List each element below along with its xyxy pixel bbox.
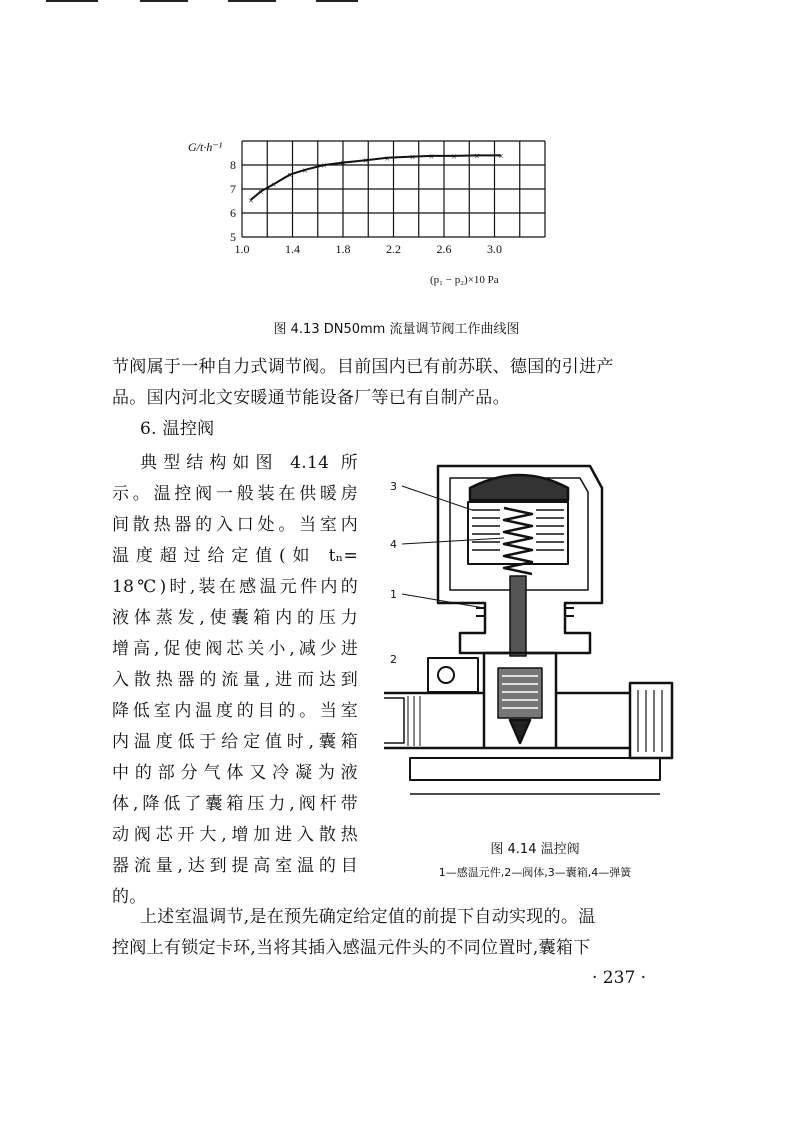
x-tick-label: 2.6 bbox=[436, 242, 452, 256]
data-point: × bbox=[474, 151, 480, 163]
data-point: × bbox=[497, 151, 504, 163]
data-point: × bbox=[451, 151, 457, 163]
top-rule bbox=[228, 0, 276, 2]
text-line: 内温度低于给定值时,囊箱 bbox=[112, 732, 358, 752]
callout-1: 1 bbox=[390, 588, 397, 601]
text-line: 18℃)时,装在感温元件内的 bbox=[112, 577, 358, 597]
page-number: · 237 · bbox=[592, 968, 647, 988]
x-tick-label: 1.4 bbox=[285, 242, 300, 256]
data-point: × bbox=[340, 158, 346, 170]
text-line: 上述室温调节,是在预先确定给定值的前提下自动实现的。温 bbox=[140, 907, 596, 927]
data-point: × bbox=[362, 156, 369, 168]
figure-4-13-caption: 图 4.13 DN50mm 流量调节阀工作曲线图 bbox=[273, 322, 520, 337]
x-axis-label: (p₁ − p₂)×10 Pa bbox=[430, 274, 499, 286]
paragraph-1 bbox=[112, 352, 692, 414]
x-tick-label: 1.0 bbox=[234, 242, 250, 256]
text-line: 控阀上有锁定卡环,当将其插入感温元件头的不同位置时,囊箱下 bbox=[112, 938, 591, 958]
y-tick-labels bbox=[230, 158, 236, 244]
text-line: 增高,促使阀芯关小,减少进 bbox=[112, 639, 358, 659]
section-heading-thermostatic-valve: 6. 温控阀 bbox=[140, 419, 215, 439]
data-point: × bbox=[428, 151, 435, 163]
y-tick-label: 8 bbox=[230, 158, 236, 172]
callout-4: 4 bbox=[390, 538, 397, 551]
y-tick-label: 7 bbox=[230, 182, 236, 196]
paragraph-3 bbox=[112, 902, 692, 964]
text-line: 节阀属于一种自力式调节阀。目前国内已有前苏联、德国的引进产 bbox=[112, 357, 614, 377]
data-point: × bbox=[302, 165, 308, 177]
text-line: 液体蒸发,使囊箱内的压力 bbox=[112, 608, 358, 628]
x-tick-labels bbox=[235, 242, 503, 256]
data-point: × bbox=[409, 152, 416, 164]
figure-4-14-caption: 图 4.14 温控阀 bbox=[490, 842, 580, 857]
top-rule bbox=[140, 0, 188, 2]
top-rule bbox=[46, 0, 98, 2]
top-rule bbox=[316, 0, 358, 2]
data-point: × bbox=[258, 187, 264, 199]
text-line: 入散热器的流量,进而达到 bbox=[112, 670, 358, 690]
data-point: × bbox=[287, 170, 293, 182]
y-tick-label: 6 bbox=[230, 206, 236, 220]
text-line: 中的部分气体又冷凝为液 bbox=[112, 763, 358, 783]
text-line: 的。 bbox=[112, 887, 147, 907]
x-tick-label: 1.8 bbox=[335, 242, 351, 256]
paragraph-2 bbox=[112, 448, 358, 913]
text-line: 动阀芯开大,增加进入散热 bbox=[112, 825, 358, 845]
text-line: 品。国内河北文安暖通节能设备厂等已有自制产品。 bbox=[112, 388, 510, 408]
x-tick-label: 3.0 bbox=[487, 242, 502, 256]
callout-2: 2 bbox=[390, 653, 397, 666]
flow-curve-chart bbox=[180, 125, 560, 290]
text-line: 温度超过给定值(如 tₙ= bbox=[112, 546, 358, 566]
data-point: × bbox=[270, 180, 277, 192]
text-line: 典型结构如图 4.14 所 bbox=[140, 453, 358, 473]
text-line: 降低室内温度的目的。当室 bbox=[112, 701, 358, 721]
data-point: × bbox=[321, 161, 327, 172]
thermostatic-valve-diagram bbox=[380, 458, 690, 818]
text-line: 器流量,达到提高室温的目 bbox=[112, 856, 358, 876]
callout-3: 3 bbox=[390, 480, 397, 493]
figure-4-14-legend: 1—感温元件,2—阀体,3—囊箱,4—弹簧 bbox=[438, 866, 632, 879]
text-line: 体,降低了囊箱压力,阀杆带 bbox=[112, 794, 358, 814]
text-line: 间散热器的入口处。当室内 bbox=[112, 515, 358, 535]
x-tick-label: 2.2 bbox=[386, 242, 401, 256]
data-point: × bbox=[384, 153, 391, 165]
y-axis-label: G/t·h⁻¹ bbox=[188, 140, 223, 154]
data-point: × bbox=[248, 195, 254, 207]
text-line: 示。温控阀一般装在供暖房 bbox=[112, 484, 358, 504]
y-tick-label: 5 bbox=[230, 230, 236, 244]
